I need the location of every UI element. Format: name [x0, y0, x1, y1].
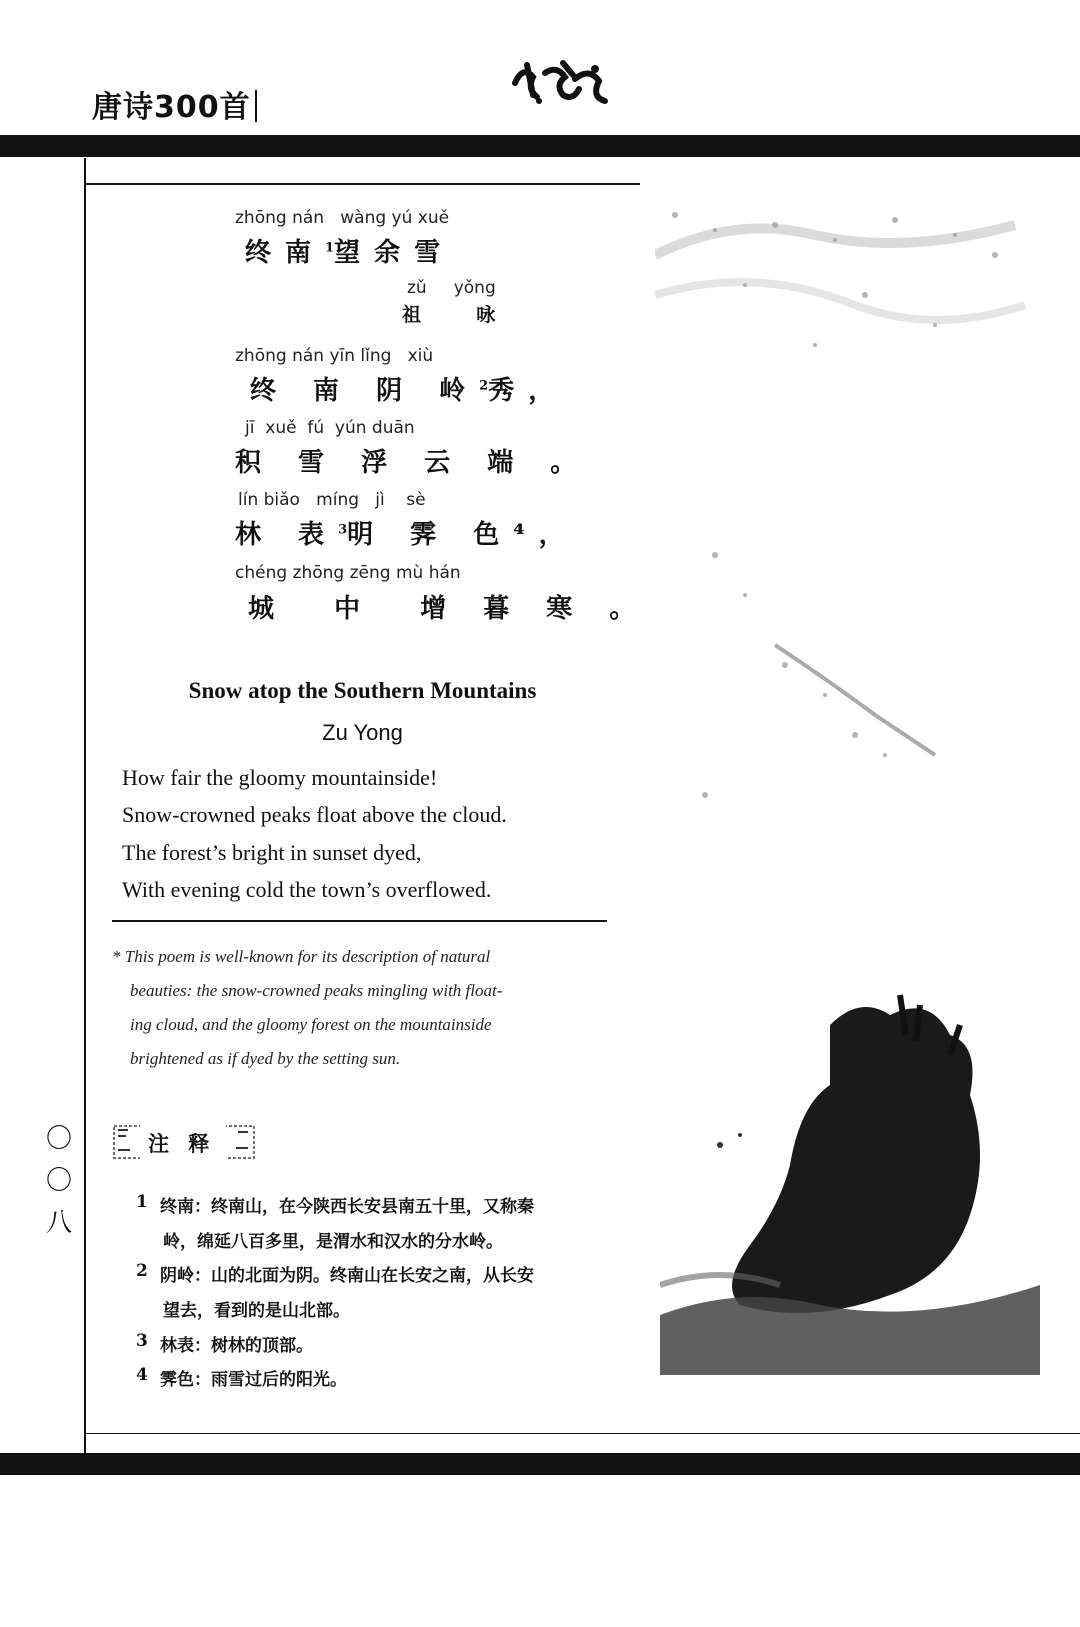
annotation-1-number: 1 — [136, 1192, 148, 1212]
calligraphy-logo — [505, 55, 615, 110]
translation-author: Zu Yong — [322, 720, 403, 745]
line-4-hanzi: 城 中 增 暮 寒 。 — [248, 594, 650, 624]
margin-rule — [84, 158, 86, 1453]
annotation-4-number: 4 — [136, 1365, 148, 1385]
header-rule — [0, 135, 1080, 157]
translation-note: * This poem is well-known for its description of natural beauties: the snow-crowned peaks mingling with float- ing cloud, and the gloomy forest on the mountainside brightened as if dyed by the setting sun. — [112, 947, 503, 1068]
annotation-1-line-2: 岭，绵延八百多里，是渭水和汉水的分水岭。 — [163, 1232, 503, 1252]
line-3-hanzi: 林 表$^3$明 霁 色⁴， — [235, 520, 579, 550]
translation-line-4: With evening cold the town’s overflowed. — [122, 877, 492, 902]
poem-author: 祖 咏 — [402, 304, 510, 326]
line-2-hanzi: 积 雪 浮 云 端 。 — [235, 448, 591, 478]
line-2-pinyin: jī xuě fú yún duān — [245, 418, 415, 438]
line-4-pinyin: chéng zhōng zēng mù hán — [235, 563, 461, 583]
line-3-pinyin: lín biǎo míng jì sè — [238, 490, 426, 510]
annotation-2-line-2: 望去，看到的是山北部。 — [163, 1301, 350, 1321]
title-pinyin: zhōng nán wàng yú xuě — [235, 208, 450, 228]
translation-line-1: How fair the gloomy mountainside! — [122, 765, 438, 790]
annotation-2-line-1: 阴岭：山的北面为阴。终南山在长安之南，从长安 — [160, 1266, 534, 1286]
top-thin-rule — [84, 183, 640, 185]
page-number-digit-1: 〇 — [46, 1124, 73, 1154]
mountain-ink-illustration — [655, 195, 1035, 835]
author-pinyin: zǔ yǒng — [407, 278, 496, 298]
annotation-heading: 注 释 — [148, 1131, 216, 1156]
book-title: 唐诗300首 — [92, 82, 257, 126]
page-number-digit-3: 八 — [46, 1208, 73, 1238]
annotation-4-line-1: 霁色：雨雪过后的阳光。 — [160, 1370, 347, 1390]
translation-title: Snow atop the Southern Mountains — [188, 678, 537, 703]
line-1-pinyin: zhōng nán yīn lǐng xiù — [235, 346, 434, 366]
footer-rule — [0, 1453, 1080, 1475]
annotation-3-line-1: 林表：树林的顶部。 — [160, 1336, 313, 1356]
poem-title: 终南$^1$望余雪 — [245, 238, 455, 268]
page-number-digit-2: 〇 — [46, 1166, 73, 1196]
forest-ink-illustration — [660, 985, 1040, 1405]
annotation-1-line-1: 终南：终南山，在今陕西长安县南五十里，又称秦 — [160, 1197, 534, 1217]
translation-line-2: Snow-crowned peaks float above the cloud. — [122, 802, 507, 827]
annotation-3-number: 3 — [136, 1331, 148, 1351]
translation-rule — [112, 920, 607, 922]
line-1-hanzi: 终 南 阴 岭$^2$秀， — [250, 376, 569, 406]
translation-line-3: The forest’s bright in sunset dyed, — [122, 840, 422, 865]
bottom-thin-rule — [84, 1433, 1080, 1434]
annotation-2-number: 2 — [136, 1261, 148, 1281]
